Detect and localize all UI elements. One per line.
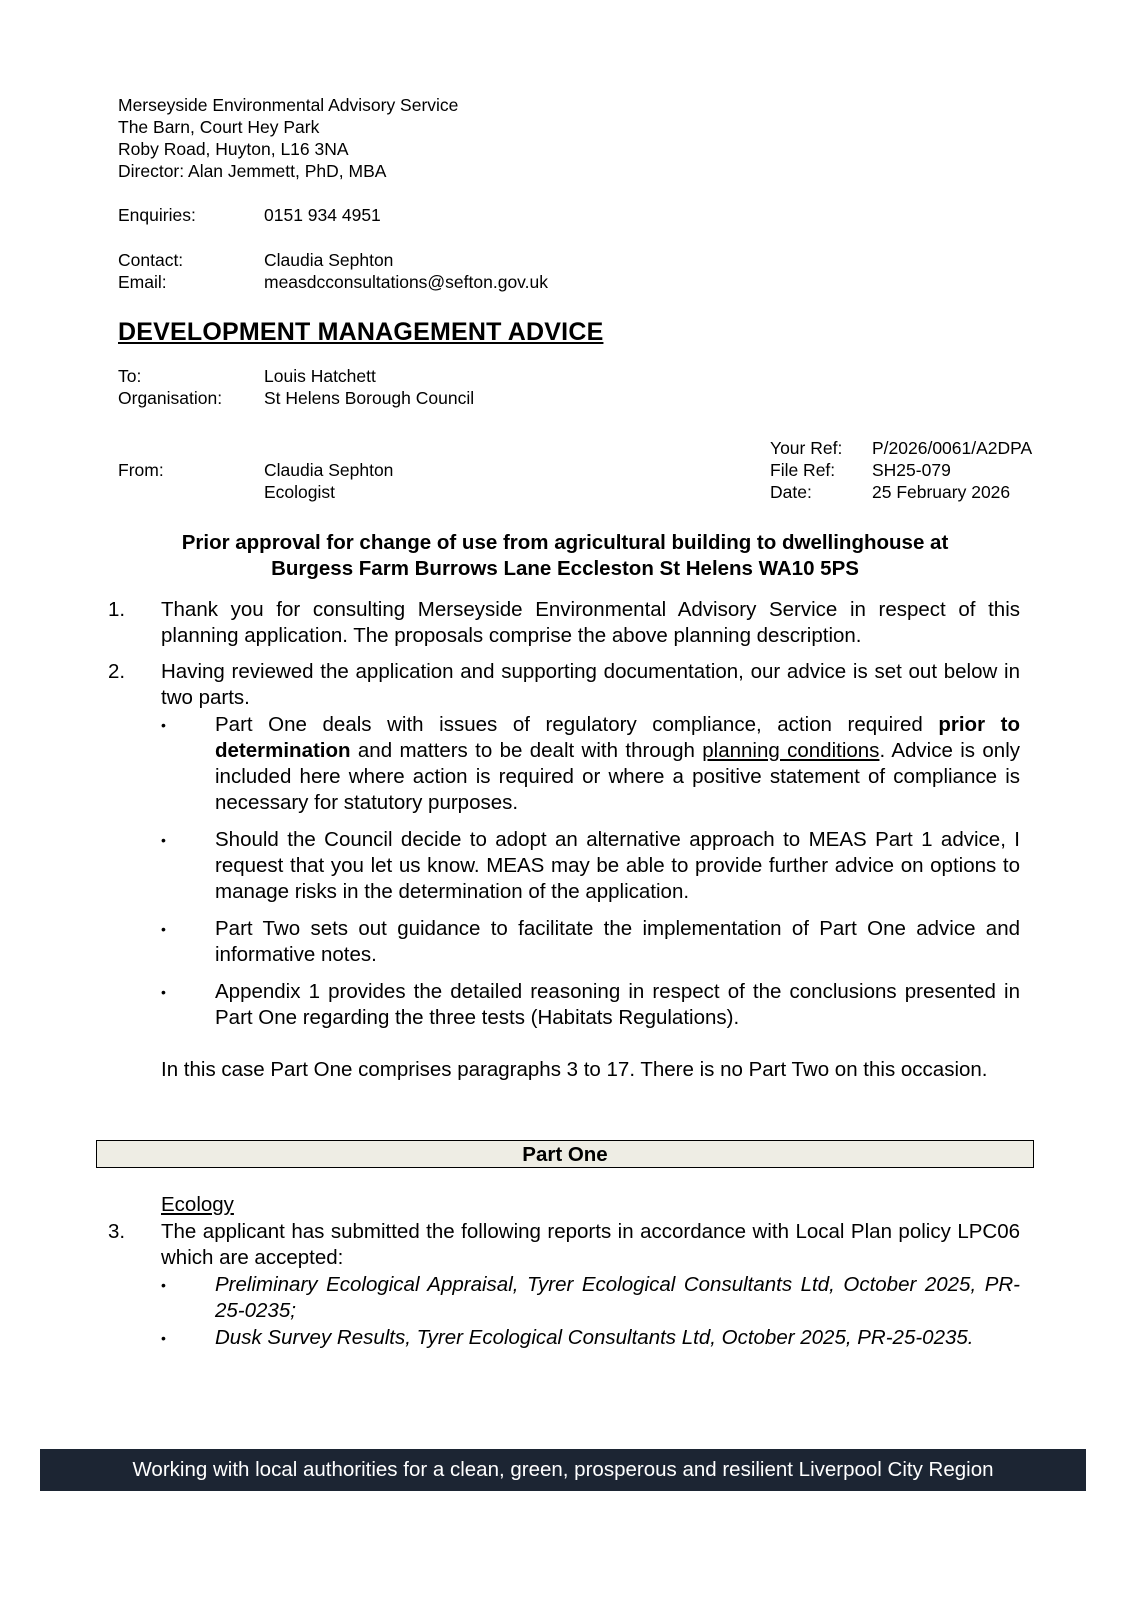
paragraph-1: [108, 597, 1020, 649]
subject-line-2: Burgess Farm Burrows Lane Eccleston St Helens WA10 5PS: [271, 557, 859, 580]
contact-row: [118, 249, 548, 271]
file-ref-value: SH25-079: [872, 460, 951, 480]
paragraph-text: The applicant has submitted the following reports in accordance with Local Plan policy LPC06 which are accepted:: [161, 1220, 1020, 1269]
reports-list: [161, 1272, 1020, 1351]
from-block: [118, 459, 393, 503]
recipient-block: [118, 365, 474, 409]
from-name: Claudia Sephton: [264, 460, 394, 480]
list-item: [161, 1325, 1020, 1351]
bullet-icon: •: [161, 1330, 166, 1346]
contact-label: Contact:: [118, 250, 184, 270]
bullet-list: [161, 712, 1020, 1031]
underlined-text: planning conditions: [702, 739, 880, 762]
report-title: Dusk Survey Results, Tyrer Ecological Consultants Ltd, October 2025, PR-25-0235.: [215, 1326, 974, 1349]
organisation-label: Organisation:: [118, 388, 223, 408]
date-row: [770, 481, 1032, 503]
organisation-row: [118, 387, 474, 409]
subject-heading: [100, 530, 1030, 582]
email-address: measdcconsultations@sefton.gov.uk: [264, 272, 548, 292]
sender-org: Merseyside Environmental Advisory Service: [118, 95, 459, 115]
enquiries-label: Enquiries:: [118, 205, 196, 225]
your-ref-label: Your Ref:: [770, 438, 843, 458]
sender-address-line1: The Barn, Court Hey Park: [118, 117, 320, 137]
email-label: Email:: [118, 272, 167, 292]
contact-name: Claudia Sephton: [264, 250, 394, 270]
contact-block: [118, 249, 548, 293]
paragraph-text: Having reviewed the application and supporting documentation, our advice is set out below in two parts.: [161, 660, 1020, 709]
enquiries-row: [118, 204, 381, 226]
date-label: Date:: [770, 482, 812, 502]
paragraph-2: [108, 659, 1020, 711]
bullet-icon: •: [161, 717, 166, 733]
from-role-row: [118, 481, 393, 503]
your-ref-row: [770, 437, 1032, 459]
report-title: Preliminary Ecological Appraisal, Tyrer Ecological Consultants Ltd, October 2025, PR-25-0235;: [215, 1273, 1020, 1322]
list-item: • Part One deals with issues of regulatory compliance, action required prior to determination and matters to be dealt with through planning conditions. Advice is only included here where action is required or where a positive statement of compliance is necessary for statutory purposes.: [161, 713, 1020, 814]
from-row: [118, 459, 393, 481]
date-value: 25 February 2026: [872, 482, 1011, 502]
sender-address: [118, 94, 458, 182]
paragraph-text: Thank you for consulting Merseyside Environmental Advisory Service in respect of this planning application. The proposals comprise the above planning description.: [161, 598, 1020, 647]
list-item: • Should the Council decide to adopt an alternative approach to MEAS Part 1 advice, I request that you let us know. MEAS may be able to provide further advice on options to manage risks in the determination of the application.: [161, 828, 1020, 903]
subject-line-1: Prior approval for change of use from agricultural building to dwellinghouse at: [181, 531, 949, 554]
to-row: [118, 365, 474, 387]
paragraph-2-close: [108, 1057, 1020, 1083]
file-ref-label: File Ref:: [770, 460, 836, 480]
paragraph-text: In this case Part One comprises paragraphs 3 to 17. There is no Part Two on this occasion.: [161, 1058, 988, 1081]
email-row: [118, 271, 548, 293]
sender-director: Director: Alan Jemmett, PhD, MBA: [118, 161, 387, 181]
bullet-icon: •: [161, 921, 166, 937]
to-name: Louis Hatchett: [264, 366, 376, 386]
bullet-icon: •: [161, 832, 166, 848]
sender-address-line2: Roby Road, Huyton, L16 3NA: [118, 139, 349, 159]
from-role: Ecologist: [264, 482, 336, 502]
paragraph-number: 2.: [108, 660, 126, 683]
file-ref-row: [770, 459, 1032, 481]
paragraph-number: 1.: [108, 598, 126, 621]
reference-block: [770, 437, 1032, 503]
from-label: From:: [118, 460, 164, 480]
ecology-heading: Ecology: [161, 1193, 234, 1216]
list-item: • Appendix 1 provides the detailed reasoning in respect of the conclusions presented in Part One regarding the three tests (Habitats Regulations).: [161, 980, 1020, 1029]
your-ref-value: P/2026/0061/A2DPA: [872, 438, 1033, 458]
to-label: To:: [118, 366, 142, 386]
part-one-banner: Part One: [96, 1140, 1034, 1168]
organisation-name: St Helens Borough Council: [264, 388, 475, 408]
emphasis-text: prior to determination: [215, 713, 1020, 762]
list-item: • Part Two sets out guidance to facilitate the implementation of Part One advice and informative notes.: [161, 917, 1020, 966]
paragraph-3: [108, 1219, 1020, 1271]
enquiries-phone: 0151 934 4951: [264, 205, 381, 225]
paragraph-number: 3.: [108, 1220, 126, 1243]
bullet-icon: •: [161, 1277, 166, 1293]
document-title: DEVELOPMENT MANAGEMENT ADVICE: [118, 318, 604, 346]
list-item: [161, 1272, 1020, 1324]
footer-banner: Working with local authorities for a clean, green, prosperous and resilient Liverpool City Region: [40, 1449, 1086, 1491]
bullet-icon: •: [161, 984, 166, 1000]
